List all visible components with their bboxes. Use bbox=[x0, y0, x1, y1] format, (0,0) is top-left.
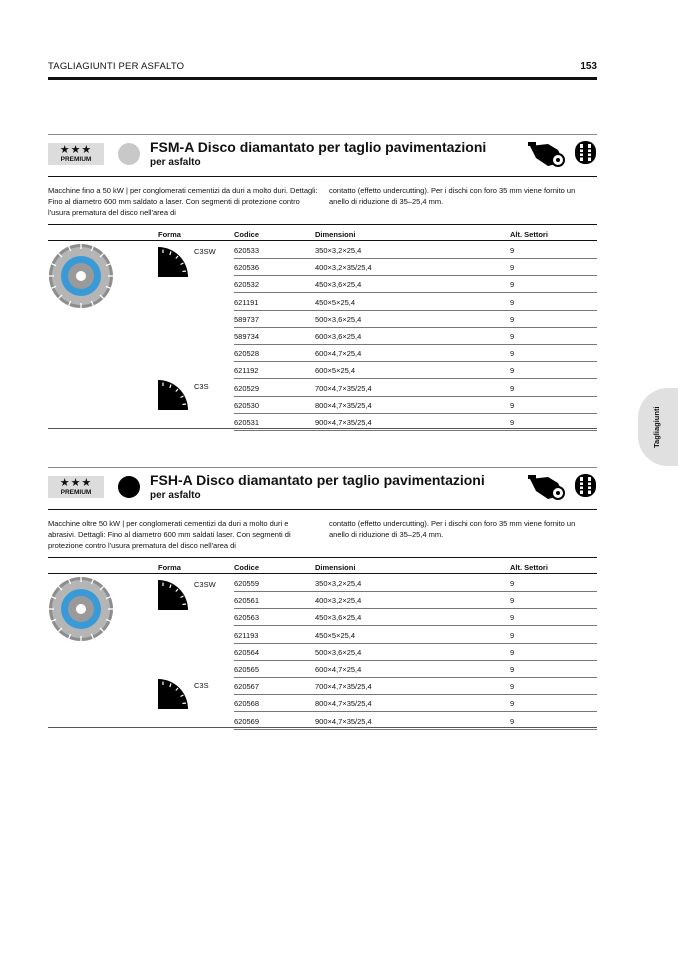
table-row bbox=[234, 275, 597, 293]
product-code: 589734 bbox=[234, 332, 260, 341]
table-row bbox=[234, 574, 597, 592]
page-header bbox=[48, 61, 597, 79]
asphalt-material-icon bbox=[574, 473, 597, 498]
shape-label: C3SW bbox=[194, 580, 216, 589]
product-subtitle: per asfalto bbox=[150, 490, 201, 501]
dimensions: 800×4,7×35/25,4 bbox=[315, 400, 372, 410]
table-row bbox=[234, 591, 597, 609]
product-code: 620561 bbox=[234, 596, 260, 606]
dimensions: 450×5×25,4 bbox=[315, 630, 356, 640]
dimensions: 800×4,7×35/25,4 bbox=[315, 699, 372, 709]
product-title: FSH-A Disco diamantato per taglio pavimentazioni bbox=[150, 472, 485, 488]
segment-height: 9 bbox=[510, 314, 515, 324]
col-forma: Forma bbox=[158, 230, 181, 239]
page-number: 153 bbox=[580, 61, 597, 72]
segment-height: 9 bbox=[510, 418, 515, 427]
product-code: 620563 bbox=[234, 613, 260, 623]
product-code: 621193 bbox=[234, 630, 259, 640]
description-right: contatto (effetto undercutting). Per i dischi con foro 35 mm viene fornito un anello di riduzione di 35–25,4 mm. bbox=[329, 519, 576, 539]
product-code: 621192 bbox=[234, 366, 259, 376]
segment-height: 9 bbox=[510, 682, 515, 692]
header-rule bbox=[48, 77, 597, 80]
description-left: Macchine fino a 50 kW | per conglomerati cementizi da duri a molto duri. Dettagli: Fino al diametro 600 mm saldato a laser. Con segmenti di protezione contro l'usura prematura del disco nell'area di bbox=[48, 186, 318, 217]
segment-shape-c3sw-icon bbox=[158, 247, 188, 277]
premium-badge bbox=[48, 476, 104, 498]
table-row bbox=[234, 241, 597, 259]
table-row bbox=[234, 396, 597, 414]
product-code: 620536 bbox=[234, 263, 260, 273]
table-top-rule bbox=[48, 557, 597, 558]
dimensions: 600×4,7×25,4 bbox=[315, 665, 362, 674]
shape-label: C3S bbox=[194, 382, 209, 391]
product-code: 620530 bbox=[234, 400, 260, 410]
segment-height: 9 bbox=[510, 332, 515, 341]
product-code: 620568 bbox=[234, 699, 260, 709]
dimensions: 700×4,7×35/25,4 bbox=[315, 383, 372, 393]
col-alt-settori: Alt. Settori bbox=[510, 230, 548, 239]
segment-height: 9 bbox=[510, 647, 515, 657]
table-row bbox=[234, 677, 597, 695]
table-row bbox=[234, 379, 597, 397]
table-row bbox=[234, 608, 597, 626]
segment-height: 9 bbox=[510, 349, 515, 359]
dimensions: 600×3,6×25,4 bbox=[315, 332, 362, 341]
table-bottom-rule bbox=[48, 727, 597, 728]
product-code: 620528 bbox=[234, 349, 260, 359]
dimensions: 500×3,6×25,4 bbox=[315, 647, 362, 657]
segment-height: 9 bbox=[510, 716, 515, 726]
col-dimensioni: Dimensioni bbox=[315, 230, 356, 239]
dimensions: 600×5×25,4 bbox=[315, 366, 356, 376]
col-dimensioni: Dimensioni bbox=[315, 563, 356, 572]
table-row bbox=[234, 361, 597, 379]
description-right: contatto (effetto undercutting). Per i dischi con foro 35 mm viene fornito un anello di riduzione di 35–25,4 mm. bbox=[329, 186, 576, 206]
section-top-rule bbox=[48, 134, 597, 135]
premium-badge bbox=[48, 143, 104, 165]
table-row bbox=[234, 258, 597, 276]
table-row bbox=[234, 310, 597, 328]
table-row bbox=[234, 694, 597, 712]
segment-height: 9 bbox=[510, 613, 515, 623]
product-code: 620565 bbox=[234, 665, 260, 674]
product-code: 620569 bbox=[234, 716, 260, 726]
dimensions: 900×4,7×35/25,4 bbox=[315, 716, 372, 726]
col-forma: Forma bbox=[158, 563, 181, 572]
segment-height: 9 bbox=[510, 665, 515, 674]
segment-height: 9 bbox=[510, 297, 515, 307]
segment-height: 9 bbox=[510, 400, 515, 410]
dimensions: 350×3,2×25,4 bbox=[315, 246, 362, 255]
side-tab-label: Tagliagiunti bbox=[652, 406, 661, 448]
dimensions: 450×5×25,4 bbox=[315, 297, 356, 307]
product-code: 620532 bbox=[234, 280, 260, 290]
col-alt-settori: Alt. Settori bbox=[510, 563, 548, 572]
table-top-rule bbox=[48, 224, 597, 225]
floor-saw-icon bbox=[528, 473, 566, 501]
badge-label: PREMIUM bbox=[60, 156, 92, 163]
title-rule bbox=[48, 509, 597, 510]
dimensions: 500×3,6×25,4 bbox=[315, 314, 362, 324]
product-code: 620533 bbox=[234, 246, 260, 255]
product-code: 620559 bbox=[234, 579, 260, 588]
stars-icon: ★★★ bbox=[59, 144, 93, 156]
dimensions: 450×3,6×25,4 bbox=[315, 613, 362, 623]
segment-height: 9 bbox=[510, 263, 515, 273]
badge-label: PREMIUM bbox=[60, 489, 92, 496]
product-code: 620567 bbox=[234, 682, 260, 692]
side-tab[interactable] bbox=[638, 388, 678, 466]
dimensions: 350×3,2×25,4 bbox=[315, 579, 362, 588]
dimensions: 600×4,7×25,4 bbox=[315, 349, 362, 359]
segment-height: 9 bbox=[510, 383, 515, 393]
segment-height: 9 bbox=[510, 579, 515, 588]
asphalt-material-icon bbox=[574, 140, 597, 165]
col-codice: Codice bbox=[234, 230, 260, 239]
segment-height: 9 bbox=[510, 699, 515, 709]
segment-height: 9 bbox=[510, 246, 515, 255]
dimensions: 900×4,7×35/25,4 bbox=[315, 418, 372, 427]
segment-height: 9 bbox=[510, 366, 515, 376]
table-row bbox=[234, 344, 597, 362]
product-code: 621191 bbox=[234, 297, 259, 307]
table-row bbox=[234, 643, 597, 661]
table-row bbox=[234, 293, 597, 311]
product-title: FSM-A Disco diamantato per taglio pavimentazioni bbox=[150, 139, 487, 155]
product-code: 620529 bbox=[234, 383, 260, 393]
segment-shape-c3s-icon bbox=[158, 380, 188, 410]
product-code: 620531 bbox=[234, 418, 260, 427]
table-row bbox=[234, 327, 597, 345]
floor-saw-icon bbox=[528, 140, 566, 168]
table-bottom-rule bbox=[48, 428, 597, 429]
table-row bbox=[234, 660, 597, 678]
product-code: 620564 bbox=[234, 647, 260, 657]
table-row bbox=[234, 626, 597, 644]
diamond-blade-image bbox=[48, 243, 114, 309]
dimensions: 700×4,7×35/25,4 bbox=[315, 682, 372, 692]
dimensions: 400×3,2×35/25,4 bbox=[315, 263, 372, 273]
shape-label: C3S bbox=[194, 681, 209, 690]
color-dot-icon bbox=[118, 143, 140, 165]
segment-height: 9 bbox=[510, 630, 515, 640]
section-title: TAGLIAGIUNTI PER ASFALTO bbox=[48, 61, 185, 72]
segment-shape-c3s-icon bbox=[158, 679, 188, 709]
dimensions: 400×3,2×25,4 bbox=[315, 596, 362, 606]
product-code: 589737 bbox=[234, 314, 260, 324]
segment-height: 9 bbox=[510, 280, 515, 290]
section-top-rule bbox=[48, 467, 597, 468]
title-rule bbox=[48, 176, 597, 177]
col-codice: Codice bbox=[234, 563, 260, 572]
diamond-blade-image bbox=[48, 576, 114, 642]
segment-shape-c3sw-icon bbox=[158, 580, 188, 610]
stars-icon: ★★★ bbox=[59, 477, 93, 489]
color-dot-icon bbox=[118, 476, 140, 498]
description-left: Macchine oltre 50 kW | per conglomerati cementizi da duri a molto duri e abrasivi. Dettagli: Fino al diametro 600 mm saldati laser. Con segmenti di protezione contro l'usura prematura del disco nell'area di bbox=[48, 519, 291, 550]
product-subtitle: per asfalto bbox=[150, 157, 201, 168]
shape-label: C3SW bbox=[194, 247, 216, 256]
dimensions: 450×3,6×25,4 bbox=[315, 280, 362, 290]
segment-height: 9 bbox=[510, 596, 515, 606]
